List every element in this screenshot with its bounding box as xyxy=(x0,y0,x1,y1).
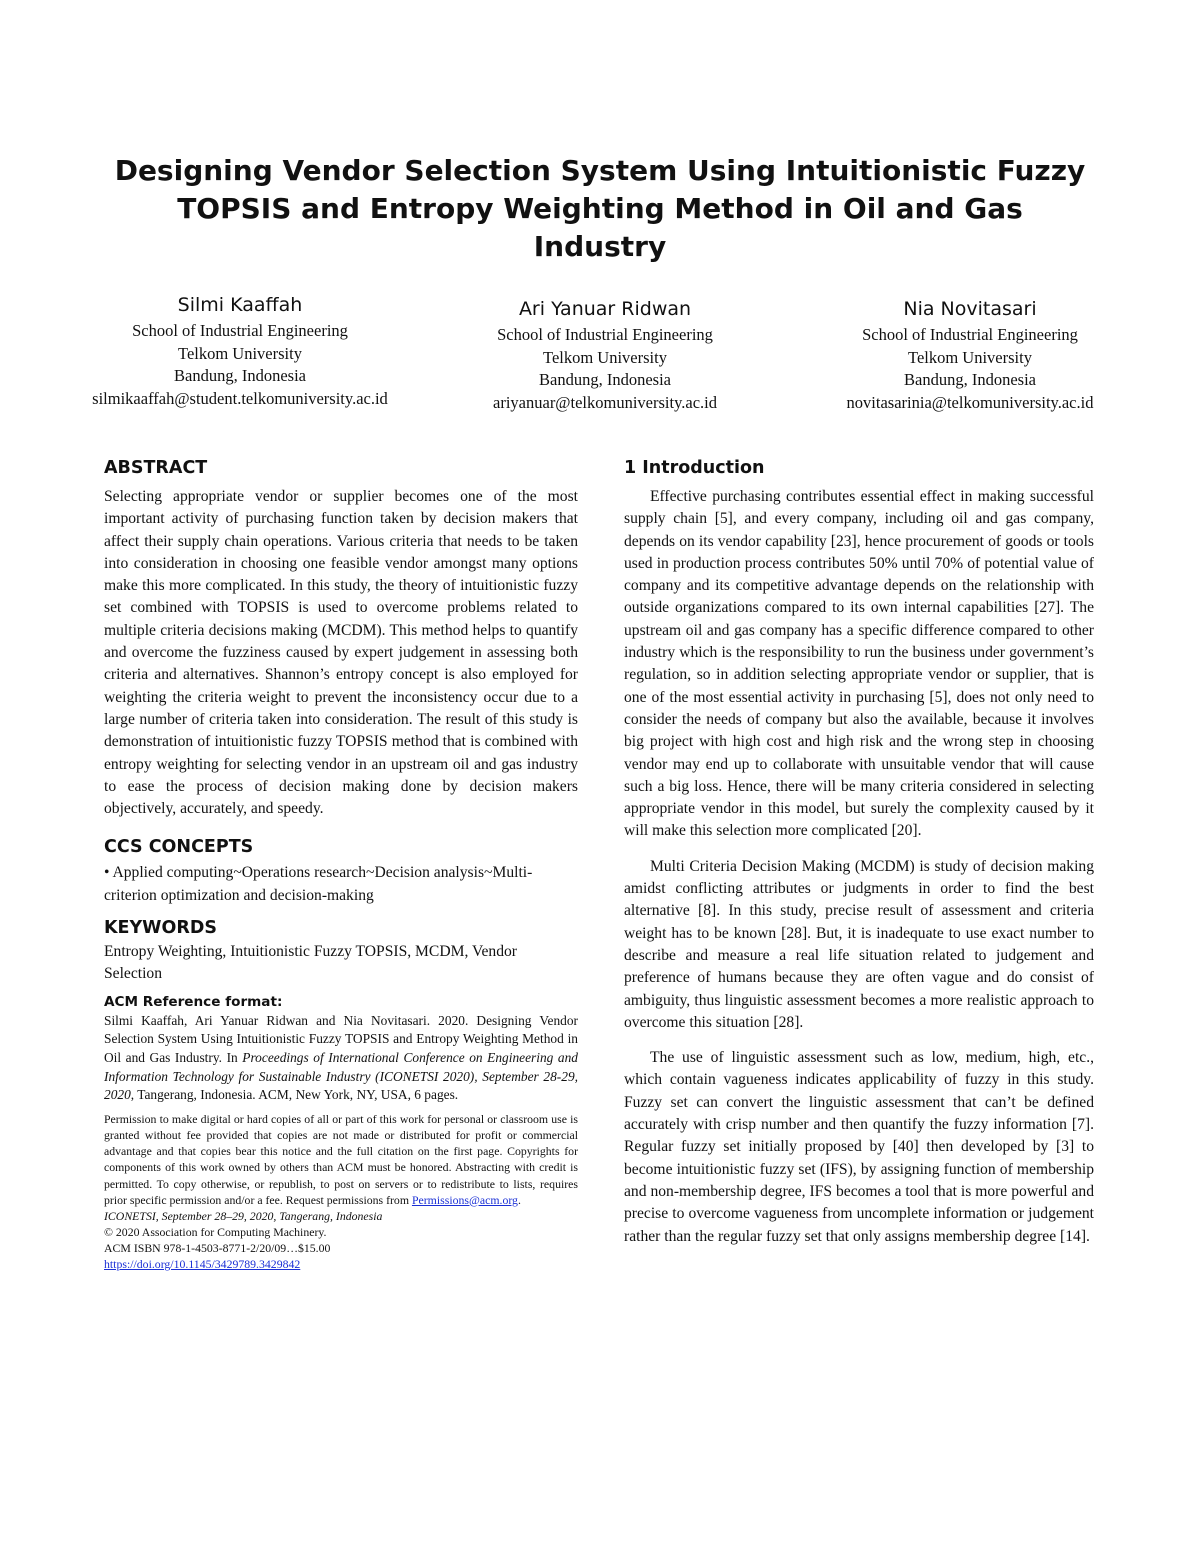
ccs-text: • Applied computing~Operations research~Decision analysis~Multi-criterion optimization and decision-making xyxy=(104,864,533,904)
intro-heading: 1 Introduction xyxy=(624,458,765,478)
author-affiliation: School of Industrial Engineering xyxy=(132,321,348,340)
intro-paragraph: Multi Criteria Decision Making (MCDM) is study of decision making amidst conflicting attributes or judgments in order to find the best alternative [8]. In this study, precise result of assessment and criteria weight has to be known [28]. But, it is inadequate to use exact number to describe and measure a real life situation related to judgement and preference of humans because they are often vague and do consist of ambiguity, thus linguistic assessment becomes a more realistic approach to overcome this situation [28]. xyxy=(624,857,1094,1031)
paper-title xyxy=(100,152,1100,266)
acm-ref-heading: ACM Reference format: xyxy=(104,993,283,1010)
title-line: Industry xyxy=(533,230,667,263)
author-city: Bandung, Indonesia xyxy=(174,366,306,385)
author-email[interactable]: silmikaaffah@student.telkomuniversity.ac.id xyxy=(92,388,388,408)
venue-line xyxy=(104,1208,578,1224)
permission-tail: . xyxy=(517,1192,521,1207)
author-block-3 xyxy=(790,296,1150,414)
left-column xyxy=(104,455,578,1272)
acm-ref-tail: , Tangerang, Indonesia. ACM, New York, NY, USA, 6 pages. xyxy=(130,1087,459,1103)
author-email[interactable]: novitasarinia@telkomuniversity.ac.id xyxy=(846,392,1094,412)
author-email[interactable]: ariyanuar@telkomuniversity.ac.id xyxy=(493,392,717,412)
intro-paragraph: The use of linguistic assessment such as low, medium, high, etc., which contain vagueness indicates applicability of fuzzy in this study. Fuzzy set can convert the linguistic assessment that can’t be defined accurately with crisp number and then quantify the fuzzy information [7]. Regular fuzzy set initially proposed by [40] then developed by [3] to become intuitionistic fuzzy set (IFS), by assigning function of membership and non-membership degree, IFS becomes a tool that is more powerful and precise to overcome vagueness from uncomplete information or judgement rather than the regular fuzzy set that only assigns membership degree [14]. xyxy=(624,1049,1094,1245)
keywords-text: Entropy Weighting, Intuitionistic Fuzzy TOPSIS, MCDM, Vendor Selection xyxy=(104,943,518,983)
author-block-2 xyxy=(425,296,785,414)
author-name: Silmi Kaaffah xyxy=(177,294,303,316)
intro-paragraph: Effective purchasing contributes essential effect in making successful supply chain [5], and every company, including oil and gas company, depends on its vendor capability [23], hence procurement of goods or tools used in production process contributes 50% until 70% of potential value of company and its competitive advantage depends on the relationship with outside organizations compared to its own internal capabilities [27]. The upstream oil and gas company has a specific difference compared to other industry which is the responsibility to run the business under government’s regulation, so in addition selecting appropriate vendor or supplier, that is one of the most essential activity in purchasing [5], does not only need to consider the needs of company but also the available, because it involves big project with high cost and high risk and the wrong step in choosing vendor may end up to collaborate with unsuitable vendor that will cause such a big loss. Hence, there will be many criteria considered in selecting appropriate vendor in this model, but surely the complexity caused by it will make this selection more complicated [20]. xyxy=(624,488,1094,840)
permission-text: Permission to make digital or hard copies of all or part of this work for personal or classroom use is granted without fee provided that copies are not made or distributed for profit or commercial advantage and that copies bear this notice and the full citation on the first page. Copyrights for components of this work owned by others than ACM must be honored. Abstracting with credit is permitted. To copy otherwise, or republish, to post on servers or to redistribute to lists, requires prior specific permission and/or a fee. Request permissions from xyxy=(104,1112,578,1207)
acm-ref-plain: Silmi Kaaffah, Ari Yanuar Ridwan and Nia Novitasari. 2020. Designing Vendor Selection System Using Intuitionistic Fuzzy TOPSIS and Entropy Weighting Method in Oil and Gas Industry. In xyxy=(104,1012,578,1066)
author-affiliation: School of Industrial Engineering xyxy=(497,325,713,344)
author-block-1 xyxy=(60,292,420,410)
permissions-email-link[interactable]: Permissions@acm.org xyxy=(411,1192,518,1207)
title-line: TOPSIS and Entropy Weighting Method in Oil and Gas xyxy=(177,192,1023,225)
right-column xyxy=(624,455,1094,1248)
keywords-heading: KEYWORDS xyxy=(104,918,217,939)
author-name: Ari Yanuar Ridwan xyxy=(518,298,692,320)
venue-text: ICONETSI, September 28–29, 2020, Tangerang, Indonesia xyxy=(104,1208,383,1223)
permission-notice xyxy=(104,1111,578,1208)
author-city: Bandung, Indonesia xyxy=(539,370,671,389)
abstract-heading: ABSTRACT xyxy=(104,458,208,478)
author-university: Telkom University xyxy=(178,343,302,363)
doi-link[interactable]: https://doi.org/10.1145/3429789.3429842 xyxy=(104,1257,301,1271)
acm-ref-italic: Proceedings of International Conference on Engineering and Information Technology for Sustainable Industry (ICONETSI 2020), September 28-29, 2020 xyxy=(104,1050,578,1103)
copyright-line: © 2020 Association for Computing Machinery. xyxy=(104,1224,327,1239)
doi-line xyxy=(104,1256,578,1272)
author-university: Telkom University xyxy=(543,347,667,367)
author-university: Telkom University xyxy=(908,347,1032,367)
isbn-line: ACM ISBN 978-1-4503-8771-2/20/09…$15.00 xyxy=(104,1240,331,1255)
author-city: Bandung, Indonesia xyxy=(904,370,1036,389)
acm-ref-text xyxy=(104,1012,578,1106)
author-affiliation: School of Industrial Engineering xyxy=(862,325,1078,344)
ccs-heading: CCS CONCEPTS xyxy=(104,837,254,858)
title-line: Designing Vendor Selection System Using Intuitionistic Fuzzy xyxy=(114,154,1086,187)
abstract-text: Selecting appropriate vendor or supplier becomes one of the most important activity of purchasing function taken by decision makers that affect their supply chain operations. Various criteria that needs to be taken into consideration in choosing one feasible vendor amongst many options make this more complicated. In this study, the theory of intuitionistic fuzzy set combined with TOPSIS is used to overcome problems related to multiple criteria decisions making (MCDM). This method helps to quantify and overcome the fuzziness caused by expert judgement in assessing both criteria and alternatives. Shannon’s entropy concept is also employed for weighting the criteria weight to prevent the inconsistency occur due to a large number of criteria taken into consideration. The result of this study is demonstration of intuitionistic fuzzy TOPSIS method that is combined with entropy weighting for selecting vendor in an upstream oil and gas industry to ease the process of decision making done by decision makers objectively, accurately, and speedy. xyxy=(104,488,578,818)
author-name: Nia Novitasari xyxy=(903,298,1037,320)
